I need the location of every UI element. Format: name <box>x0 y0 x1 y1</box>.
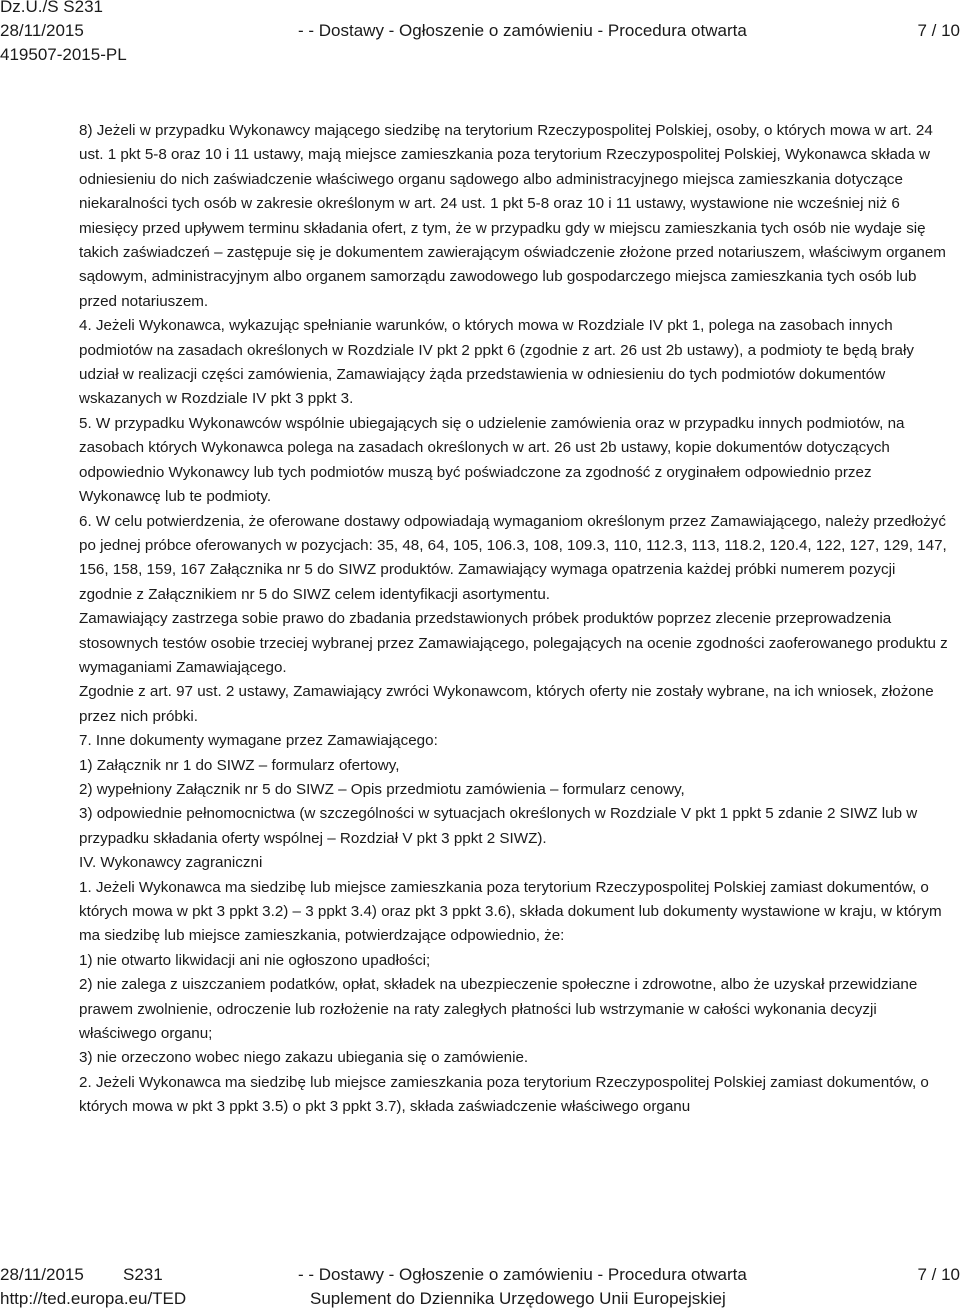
paragraph: 1. Jeżeli Wykonawca ma siedzibę lub miejsce zamieszkania poza terytorium Rzeczypospolitej Polskiej zamiast dokumentów, o których mowa w pkt 3 ppkt 3.2) – 3 ppkt 3.4) oraz pkt 3 ppkt 3.6), składa dokument lub dokumenty wystawione w kraju, w którym ma siedzibę lub miejsce zamieszkania, potwierdzające odpowiednio, że: <box>79 878 942 945</box>
footer-section: S231 <box>123 1265 163 1284</box>
footer-supplement: Suplement do Dziennika Urzędowego Unii Europejskiej <box>310 1289 726 1308</box>
header-title: - - Dostawy - Ogłoszenie o zamówieniu - Procedura otwarta <box>298 21 747 40</box>
footer-url: http://ted.europa.eu/TED <box>0 1289 187 1308</box>
paragraph: 2) wypełniony Załącznik nr 5 do SIWZ – Opis przedmiotu zamówienia – formularz cenowy, <box>79 780 685 798</box>
section-heading: IV. Wykonawcy zagraniczni <box>79 854 263 872</box>
document-body <box>79 119 951 1120</box>
document-id: 419507-2015-PL <box>0 45 127 64</box>
paragraph: 7. Inne dokumenty wymagane przez Zamawiającego: <box>79 732 438 750</box>
header-page-number: 7 / 10 <box>917 21 960 40</box>
footer-title: - - Dostawy - Ogłoszenie o zamówieniu - Procedura otwarta <box>298 1265 747 1284</box>
paragraph: 2) nie zalega z uiszczaniem podatków, opłat, składek na ubezpieczenie społeczne i zdrowotne, albo że uzyskał przewidziane prawem zwolnienie, odroczenie lub rozłożenie na raty zaległych płatności lub wstrzymanie w całości wykonania decyzji właściwego organu; <box>79 976 918 1043</box>
paragraph: 2. Jeżeli Wykonawca ma siedzibę lub miejsce zamieszkania poza terytorium Rzeczypospolitej Polskiej zamiast dokumentów, o których mowa w pkt 3 ppkt 3.5) o pkt 3 ppkt 3.7), składa zaświadczenie właściwego organu <box>79 1073 929 1116</box>
page-header <box>0 0 960 70</box>
paragraph: Zgodnie z art. 97 ust. 2 ustawy, Zamawiający zwróci Wykonawcom, których oferty nie zostały wybrane, na ich wniosek, złożone przez nich próbki. <box>79 683 934 725</box>
footer-page-number: 7 / 10 <box>917 1265 960 1284</box>
paragraph: 3) nie orzeczono wobec niego zakazu ubiegania się o zamówienie. <box>79 1049 529 1067</box>
paragraph: 4. Jeżeli Wykonawca, wykazując spełnianie warunków, o których mowa w Rozdziale IV pkt 1, polega na zasobach innych podmiotów na zasadach określonych w Rozdziale IV pkt 2 ppkt 6 (zgodnie z art. 26 ust 2b ustawy), a podmioty te będą brały udział w realizacji części zamówienia, Zamawiający żąda przedstawienia w odniesieniu do tych podmiotów dokumentów wskazanych w Rozdziale IV pkt 3 ppkt 3. <box>79 317 914 408</box>
paragraph: 8) Jeżeli w przypadku Wykonawcy mającego siedzibę na terytorium Rzeczypospolitej Polskiej, osoby, o których mowa w art. 24 ust. 1 pkt 5-8 oraz 10 i 11 ustawy, mają miejsce zamieszkania poza terytorium Rzeczypospolitej Polskiej, Wykonawca składa w odniesieniu do nich zaświadczenie właściwego organu sądowego albo administracyjnego miejsca zamieszkania dotyczące niekaralności tych osób w zakresie określonym w art. 24 ust. 1 pkt 5-8 oraz 10 i 11 ustawy, wystawione nie wcześniej niż 6 miesięcy przed upływem terminu składania ofert, z tym, że w przypadku gdy w miejscu zamieszkania tych osób nie wydaje się takich zaświadczeń – zastępuje się je dokumentem zawierającym oświadczenie złożone przed notariuszem, właściwym organem sądowym, administracyjnym albo organem samorządu zawodowego lub gospodarczego miejsca zamieszkania tych osób lub przed notariuszem. <box>79 122 946 310</box>
paragraph: 3) odpowiednie pełnomocnictwa (w szczególności w sytuacjach określonych w Rozdziale V pkt 1 ppkt 5 zdanie 2 SIWZ lub w przypadku składania oferty wspólnej – Rozdział V pkt 3 ppkt 2 SIWZ). <box>79 805 918 847</box>
paragraph: 6. W celu potwierdzenia, że oferowane dostawy odpowiadają wymaganiom określonym przez Zamawiającego, należy przedłożyć po jednej próbce oferowanych w pozycjach: 35, 48, 64, 105, 106.3, 108, 109.3, 110, 112.3, 113, 118.2, 120.4, 122, 127, 129, 147, 156, 158, 159, 167 Załącznika nr 5 do SIWZ produktów. Zamawiający wymaga opatrzenia każdej próbki numerem pozycji zgodnie z Załącznikiem nr 5 do SIWZ celem identyfikacji asortymentu. <box>79 512 947 603</box>
paragraph: 1) nie otwarto likwidacji ani nie ogłoszono upadłości; <box>79 951 431 969</box>
paragraph: 5. W przypadku Wykonawców wspólnie ubiegających się o udzielenie zamówienia oraz w przypadku innych podmiotów, na zasobach których Wykonawca polega na zasadach określonych w art. 26 ust 2b ustawy, kopie dokumentów dotyczących odpowiednio Wykonawcy lub tych podmiotów muszą być poświadczone za zgodność z oryginałem odpowiednio przez Wykonawcę lub te podmioty. <box>79 414 905 506</box>
footer-date: 28/11/2015 <box>0 1265 84 1284</box>
header-date: 28/11/2015 <box>0 21 84 40</box>
paragraph: 1) Załącznik nr 1 do SIWZ – formularz ofertowy, <box>79 756 400 774</box>
journal-ref: Dz.U./S S231 <box>0 0 103 16</box>
paragraph: Zamawiający zastrzega sobie prawo do zbadania przedstawionych próbek produktów poprzez zlecenie przeprowadzenia stosownych testów osobie trzeciej wybranej przez Zamawiającego, polegających na ocenie zgodności zaoferowanego produktu z wymaganiami Zamawiającego. <box>79 610 948 676</box>
page-footer <box>0 1263 960 1311</box>
